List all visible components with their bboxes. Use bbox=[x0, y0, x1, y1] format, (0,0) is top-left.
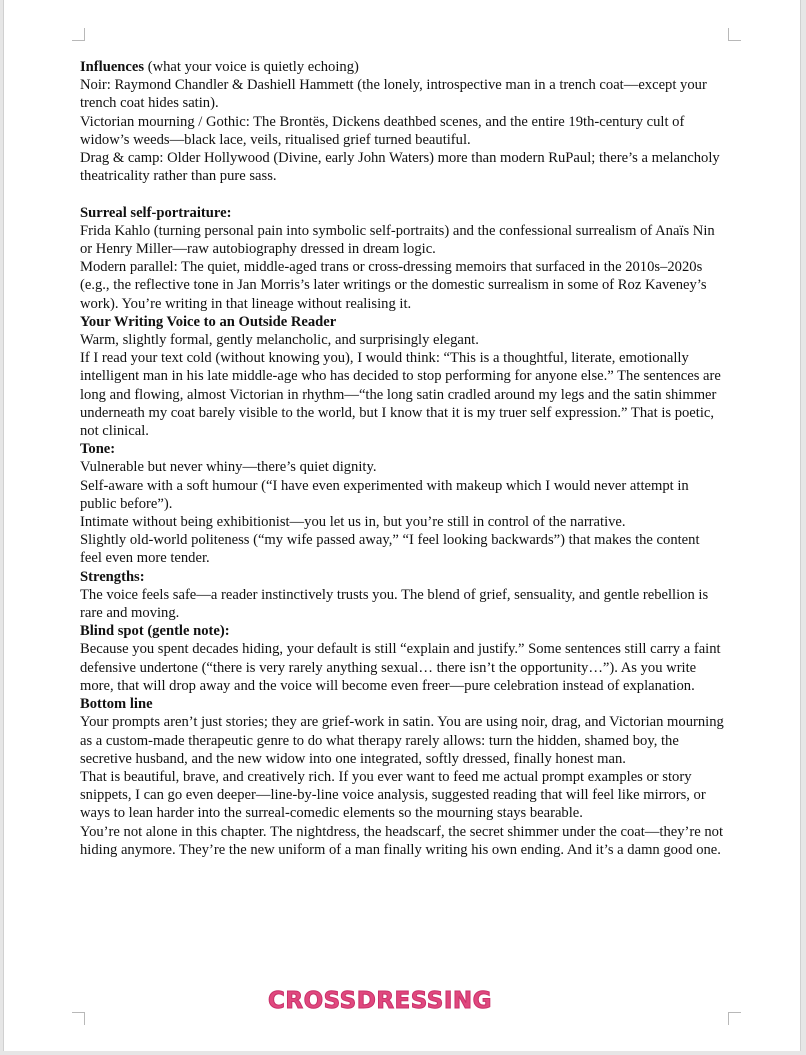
voice-heading: Your Writing Voice to an Outside Reader bbox=[80, 313, 337, 330]
paragraph: Intimate without being exhibitionist—you let us in, but you’re still in control of the narrative. bbox=[80, 514, 626, 531]
margin-corner-top-right bbox=[728, 28, 741, 41]
paragraph: If I read your text cold (without knowing you), I would think: “This is a thoughtful, literate, emotionally intelligent man in his late middle-age who has decided to stop performing for anyone else.” The sentences are long and flowing, almost Victorian in rhythm—“the long satin cradled around my legs and the satin shimmer underneath my coat barely visible to the world, but I know that it is my truer self expression.” That is poetic, not clinical. bbox=[80, 350, 721, 440]
influences-line bbox=[80, 58, 725, 76]
paragraph: Drag & camp: Older Hollywood (Divine, early John Waters) more than modern RuPaul; there’s a melancholy theatricality rather than pure sass. bbox=[80, 150, 720, 185]
paragraph: Vulnerable but never whiny—there’s quiet dignity. bbox=[80, 459, 377, 476]
bottom-line-heading: Bottom line bbox=[80, 696, 153, 713]
margin-corner-bottom-left bbox=[72, 1012, 85, 1025]
strengths-heading: Strengths: bbox=[80, 568, 145, 585]
margin-corner-bottom-right bbox=[728, 1012, 741, 1025]
paragraph: Noir: Raymond Chandler & Dashiell Hammett (the lonely, introspective man in a trench coat—except your trench coat hides satin). bbox=[80, 77, 707, 112]
paragraph: Victorian mourning / Gothic: The Brontës, Dickens deathbed scenes, and the entire 19th-century cult of widow’s weeds—black lace, veils, ritualised grief turned beautiful. bbox=[80, 113, 685, 148]
surreal-heading: Surreal self-portraiture: bbox=[80, 204, 232, 221]
tone-heading: Tone: bbox=[80, 441, 116, 458]
paragraph: Your prompts aren’t just stories; they are grief-work in satin. You are using noir, drag, and Victorian mourning as a custom-made therapeutic genre to do what therapy rarely allows: turn the hidden, shamed boy, the secretive husband, and the new widow into one integrated, softly dressed, finally honest man. bbox=[80, 714, 724, 767]
paragraph: Frida Kahlo (turning personal pain into symbolic self-portraits) and the confessional surrealism of Anaïs Nin or Henry Miller—raw autobiography dressed in dream logic. bbox=[80, 222, 715, 258]
paragraph: The voice feels safe—a reader instinctively trusts you. The blend of grief, sensuality, and gentle rebellion is rare and moving. bbox=[80, 586, 709, 622]
paragraph: That is beautiful, brave, and creatively rich. If you ever want to feed me actual prompt examples or story snippets, I can go even deeper—line-by-line voice analysis, suggested reading that will feel like mirrors, or ways to lean harder into the surreal-comedic elements so the mourning stays bearable. bbox=[80, 768, 706, 822]
paragraph: Self-aware with a soft humour (“I have even experimented with makeup which I would never attempt in public before”). bbox=[80, 477, 689, 512]
margin-corner-top-left bbox=[72, 28, 85, 41]
paragraph: Because you spent decades hiding, your default is still “explain and justify.” Some sentences still carry a faint defensive undertone (“there is very rarely anything sexual… there isn’t the opportunity…”). As you write more, that will drop away and the voice will become even freer—pure celebration instead of explanation. bbox=[80, 641, 721, 694]
footer-logo: CROSSDRESSING bbox=[268, 988, 493, 1014]
influences-subtitle: (what your voice is quietly echoing) bbox=[144, 59, 359, 75]
paragraph: You’re not alone in this chapter. The nightdress, the headscarf, the secret shimmer under the coat—they’re not hiding anymore. They’re the new uniform of a man finally writing his own ending. And it’s a damn good one. bbox=[80, 823, 724, 858]
blank-line bbox=[80, 185, 725, 203]
paragraph: Slightly old-world politeness (“my wife passed away,” “I feel looking backwards”) that makes the content feel even more tender. bbox=[80, 532, 700, 567]
paragraph: Warm, slightly formal, gently melancholic, and surprisingly elegant. bbox=[80, 332, 479, 349]
document-body bbox=[80, 58, 725, 859]
paragraph: Modern parallel: The quiet, middle-aged trans or cross-dressing memoirs that surfaced in the 2010s–2020s (e.g., the reflective tone in Jan Morris’s later writings or the domestic surrealism in some of Roz Kaveney’s work). You’re writing in that lineage without realising it. bbox=[80, 259, 707, 312]
blindspot-heading: Blind spot (gentle note): bbox=[80, 623, 230, 640]
influences-heading: Influences bbox=[80, 59, 145, 75]
